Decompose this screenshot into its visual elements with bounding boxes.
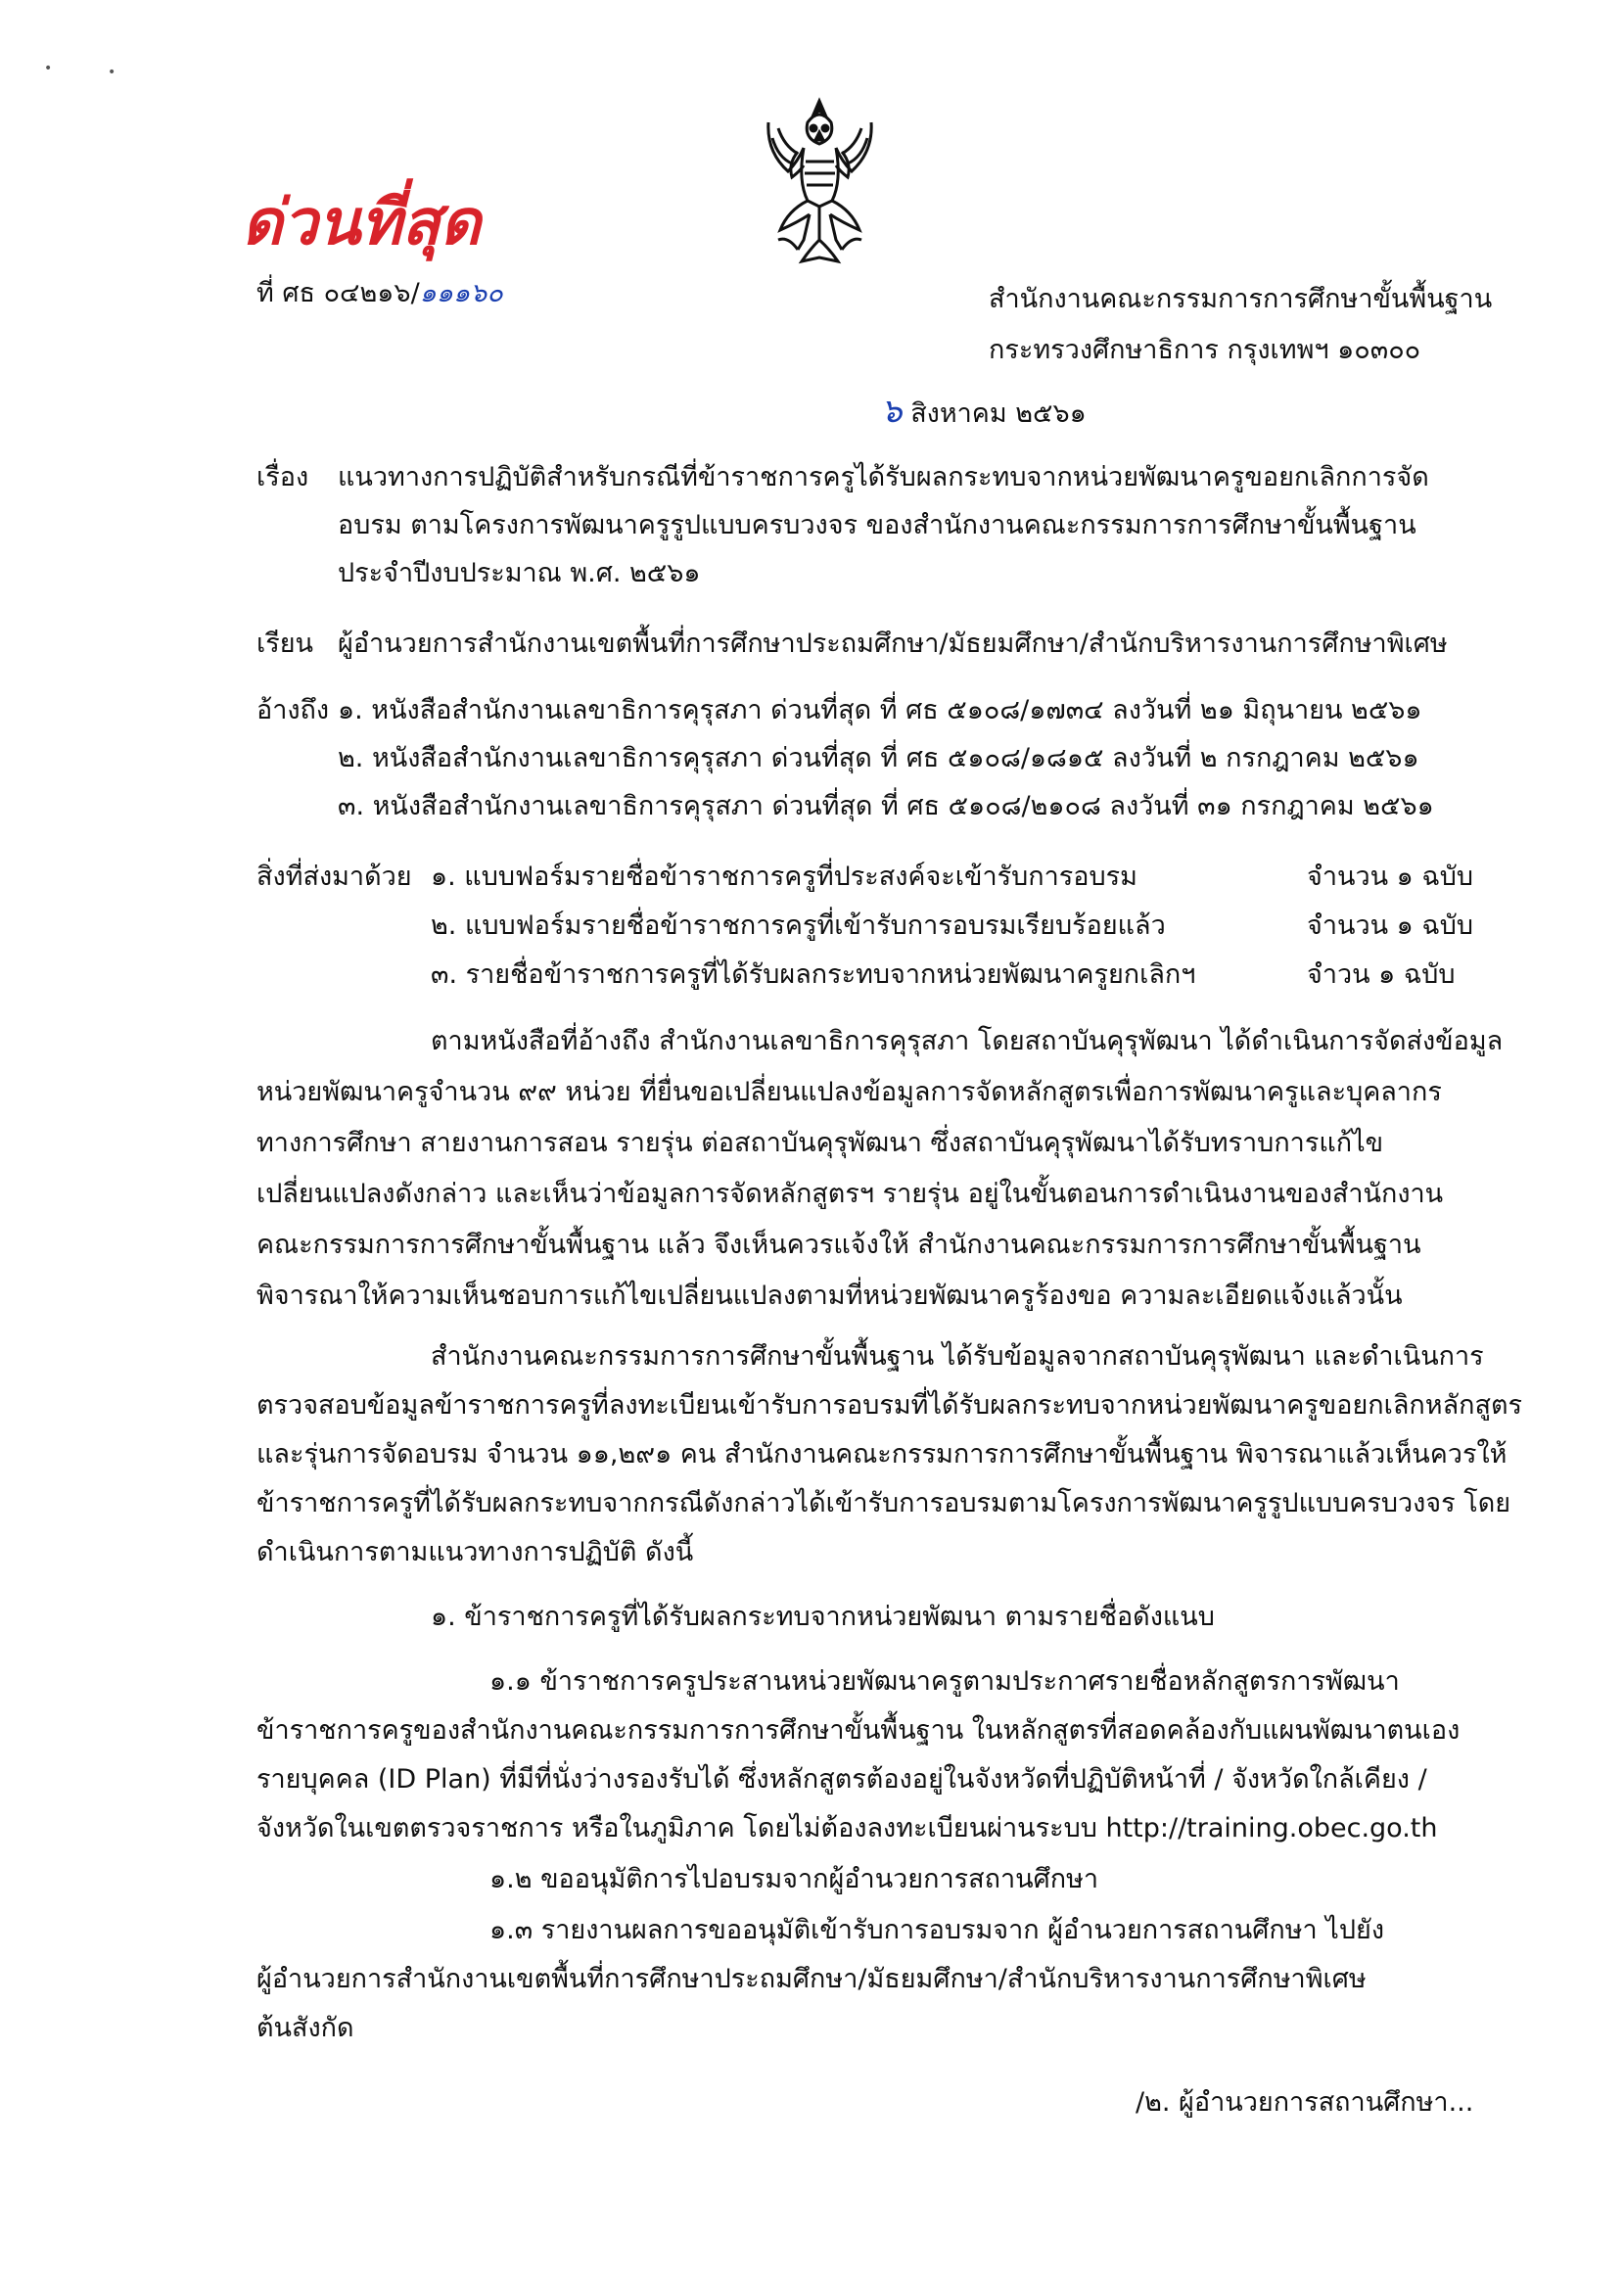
- enclosures-label: สิ่งที่ส่งมาด้วย: [256, 862, 412, 892]
- office-address: กระทรวงศึกษาธิการ กรุงเทพฯ ๑๐๓๐๐: [989, 335, 1421, 365]
- enclosure-item: ๑. แบบฟอร์มรายชื่อข้าราชการครูที่ประสงค์จะเข้ารับการอบรม: [431, 862, 1137, 892]
- reference-handwritten: ๑๑๑๖๐: [419, 278, 503, 308]
- enclosure-item: ๓. รายชื่อข้าราชการครูที่ได้รับผลกระทบจากหน่วยพัฒนาครูยกเลิกฯ: [431, 959, 1196, 990]
- paragraph-line: ตรวจสอบข้อมูลข้าราชการครูที่ลงทะเบียนเข้ารับการอบรมที่ได้รับผลกระทบจากหน่วยพัฒนาครูขอยกเลิกหลักสูตร: [256, 1390, 1522, 1421]
- to-recipient: ผู้อำนวยการสำนักงานเขตพื้นที่การศึกษาประถมศึกษา/มัธยมศึกษา/สำนักบริหารงานการศึกษาพิเศษ: [338, 629, 1448, 659]
- continuation-marker: /๒. ผู้อำนวยการสถานศึกษา...: [1136, 2087, 1474, 2118]
- document-date: [881, 394, 1087, 432]
- enclosure-quantity: จำนวน ๑ ฉบับ: [1307, 910, 1474, 941]
- paragraph-line: หน่วยพัฒนาครูจำนวน ๙๙ หน่วย ที่ยื่นขอเปลี่ยนแปลงข้อมูลการจัดหลักสูตรเพื่อการพัฒนาครูและบุคลากร: [256, 1077, 1442, 1107]
- paragraph-line: และรุ่นการจัดอบรม จำนวน ๑๑,๒๙๑ คน สำนักงานคณะกรรมการการศึกษาขั้นพื้นฐาน พิจารณาแล้วเห็นควรให้: [256, 1439, 1508, 1470]
- paragraph-line: สำนักงานคณะกรรมการการศึกษาขั้นพื้นฐาน ได้รับข้อมูลจากสถาบันคุรุพัฒนา และดำเนินการ: [431, 1341, 1484, 1372]
- paragraph-line: ทางการศึกษา สายงานการสอน รายรุ่น ต่อสถาบันคุรุพัฒนา ซึ่งสถาบันคุรุพัฒนาได้รับทราบการแก้ไข: [256, 1128, 1384, 1158]
- paragraph-line: ข้าราชการครูของสำนักงานคณะกรรมการการศึกษาขั้นพื้นฐาน ในหลักสูตรที่สอดคล้องกับแผนพัฒนาตนเอง: [256, 1715, 1461, 1746]
- paragraph-line: ๑.๑ ข้าราชการครูประสานหน่วยพัฒนาครูตามประกาศรายชื่อหลักสูตรการพัฒนา: [489, 1666, 1400, 1697]
- date-month-year: สิงหาคม ๒๕๖๑: [910, 398, 1087, 429]
- to-label: เรียน: [256, 629, 314, 659]
- paragraph-line: ข้าราชการครูที่ได้รับผลกระทบจากกรณีดังกล่าวได้เข้ารับการอบรมตามโครงการพัฒนาครูรูปแบบครบวงจร โดย: [256, 1488, 1511, 1518]
- paragraph-line: จังหวัดในเขตตรวจราชการ หรือในภูมิภาค โดยไม่ต้องลงทะเบียนผ่านระบบ http://training.obec.go.th: [256, 1813, 1438, 1843]
- reference-prefix: ที่ ศธ ๐๔๒๑๖/: [256, 278, 420, 308]
- paragraph-line: ต้นสังกัด: [256, 2013, 354, 2043]
- reference-item: ๒. หนังสือสำนักงานเลขาธิการคุรุสภา ด่วนที่สุด ที่ ศธ ๕๑๐๘/๑๘๑๕ ลงวันที่ ๒ กรกฎาคม ๒๕๖๑: [338, 743, 1419, 773]
- list-item-heading: ๑. ข้าราชการครูที่ได้รับผลกระทบจากหน่วยพัฒนา ตามรายชื่อดังแนบ: [431, 1602, 1215, 1632]
- enclosure-quantity: จำวน ๑ ฉบับ: [1307, 959, 1456, 990]
- references-label: อ้างถึง: [256, 695, 330, 725]
- paragraph-line: เปลี่ยนแปลงดังกล่าว และเห็นว่าข้อมูลการจัดหลักสูตรฯ รายรุ่น อยู่ในขั้นตอนการดำเนินงานของสำนักงาน: [256, 1179, 1444, 1209]
- paragraph-line: พิจารณาให้ความเห็นชอบการแก้ไขเปลี่ยนแปลงตามที่หน่วยพัฒนาครูร้องขอ ความละเอียดแจ้งแล้วนั้น: [256, 1281, 1403, 1311]
- scan-speck: •: [44, 61, 53, 76]
- subject-line: แนวทางการปฏิบัติสำหรับกรณีที่ข้าราชการครูได้รับผลกระทบจากหน่วยพัฒนาครูขอยกเลิกการจัด: [338, 462, 1429, 492]
- paragraph-line: ตามหนังสือที่อ้างถึง สำนักงานเลขาธิการคุรุสภา โดยสถาบันคุรุพัฒนา ได้ดำเนินการจัดส่งข้อมูล: [431, 1026, 1504, 1056]
- paragraph-line: คณะกรรมการการศึกษาขั้นพื้นฐาน แล้ว จึงเห็นควรแจ้งให้ สำนักงานคณะกรรมการการศึกษาขั้นพื้นฐาน: [256, 1230, 1421, 1260]
- paragraph-line: รายบุคคล (ID Plan) ที่มีที่นั่งว่างรองรับได้ ซึ่งหลักสูตรต้องอยู่ในจังหวัดที่ปฏิบัติหน้าที่ / จังหวัดใกล้เคียง /: [256, 1764, 1427, 1795]
- paragraph-line: ๑.๒ ขออนุมัติการไปอบรมจากผู้อำนวยการสถานศึกษา: [489, 1864, 1099, 1894]
- reference-number: [256, 276, 503, 311]
- reference-item: ๑. หนังสือสำนักงานเลขาธิการคุรุสภา ด่วนที่สุด ที่ ศธ ๕๑๐๘/๑๗๓๔ ลงวันที่ ๒๑ มิถุนายน ๒๕๖๑: [338, 695, 1422, 725]
- urgent-stamp: ด่วนที่สุด: [242, 186, 482, 259]
- office-name: สำนักงานคณะกรรมการการศึกษาขั้นพื้นฐาน: [989, 284, 1493, 314]
- reference-item: ๓. หนังสือสำนักงานเลขาธิการคุรุสภา ด่วนที่สุด ที่ ศธ ๕๑๐๘/๒๑๐๘ ลงวันที่ ๓๑ กรกฎาคม ๒๕๖๑: [338, 791, 1434, 821]
- paragraph-line: ๑.๓ รายงานผลการขออนุมัติเข้ารับการอบรมจาก ผู้อำนวยการสถานศึกษา ไปยัง: [489, 1915, 1385, 1945]
- scan-speck: •: [108, 65, 116, 80]
- paragraph-line: ดำเนินการตามแนวทางการปฏิบัติ ดังนี้: [256, 1537, 694, 1567]
- date-day-handwritten: ๖: [881, 392, 903, 431]
- enclosure-quantity: จำนวน ๑ ฉบับ: [1307, 862, 1474, 892]
- paragraph-line: ผู้อำนวยการสำนักงานเขตพื้นที่การศึกษาประถมศึกษา/มัธยมศึกษา/สำนักบริหารงานการศึกษาพิเศษ: [256, 1964, 1367, 1994]
- garuda-emblem-icon: [759, 93, 881, 269]
- subject-label: เรื่อง: [256, 462, 309, 492]
- enclosure-item: ๒. แบบฟอร์มรายชื่อข้าราชการครูที่เข้ารับการอบรมเรียบร้อยแล้ว: [431, 910, 1166, 941]
- subject-line: ประจำปีงบประมาณ พ.ศ. ๒๕๖๑: [338, 558, 701, 588]
- subject-line: อบรม ตามโครงการพัฒนาครูรูปแบบครบวงจร ของสำนักงานคณะกรรมการการศึกษาขั้นพื้นฐาน: [338, 510, 1416, 540]
